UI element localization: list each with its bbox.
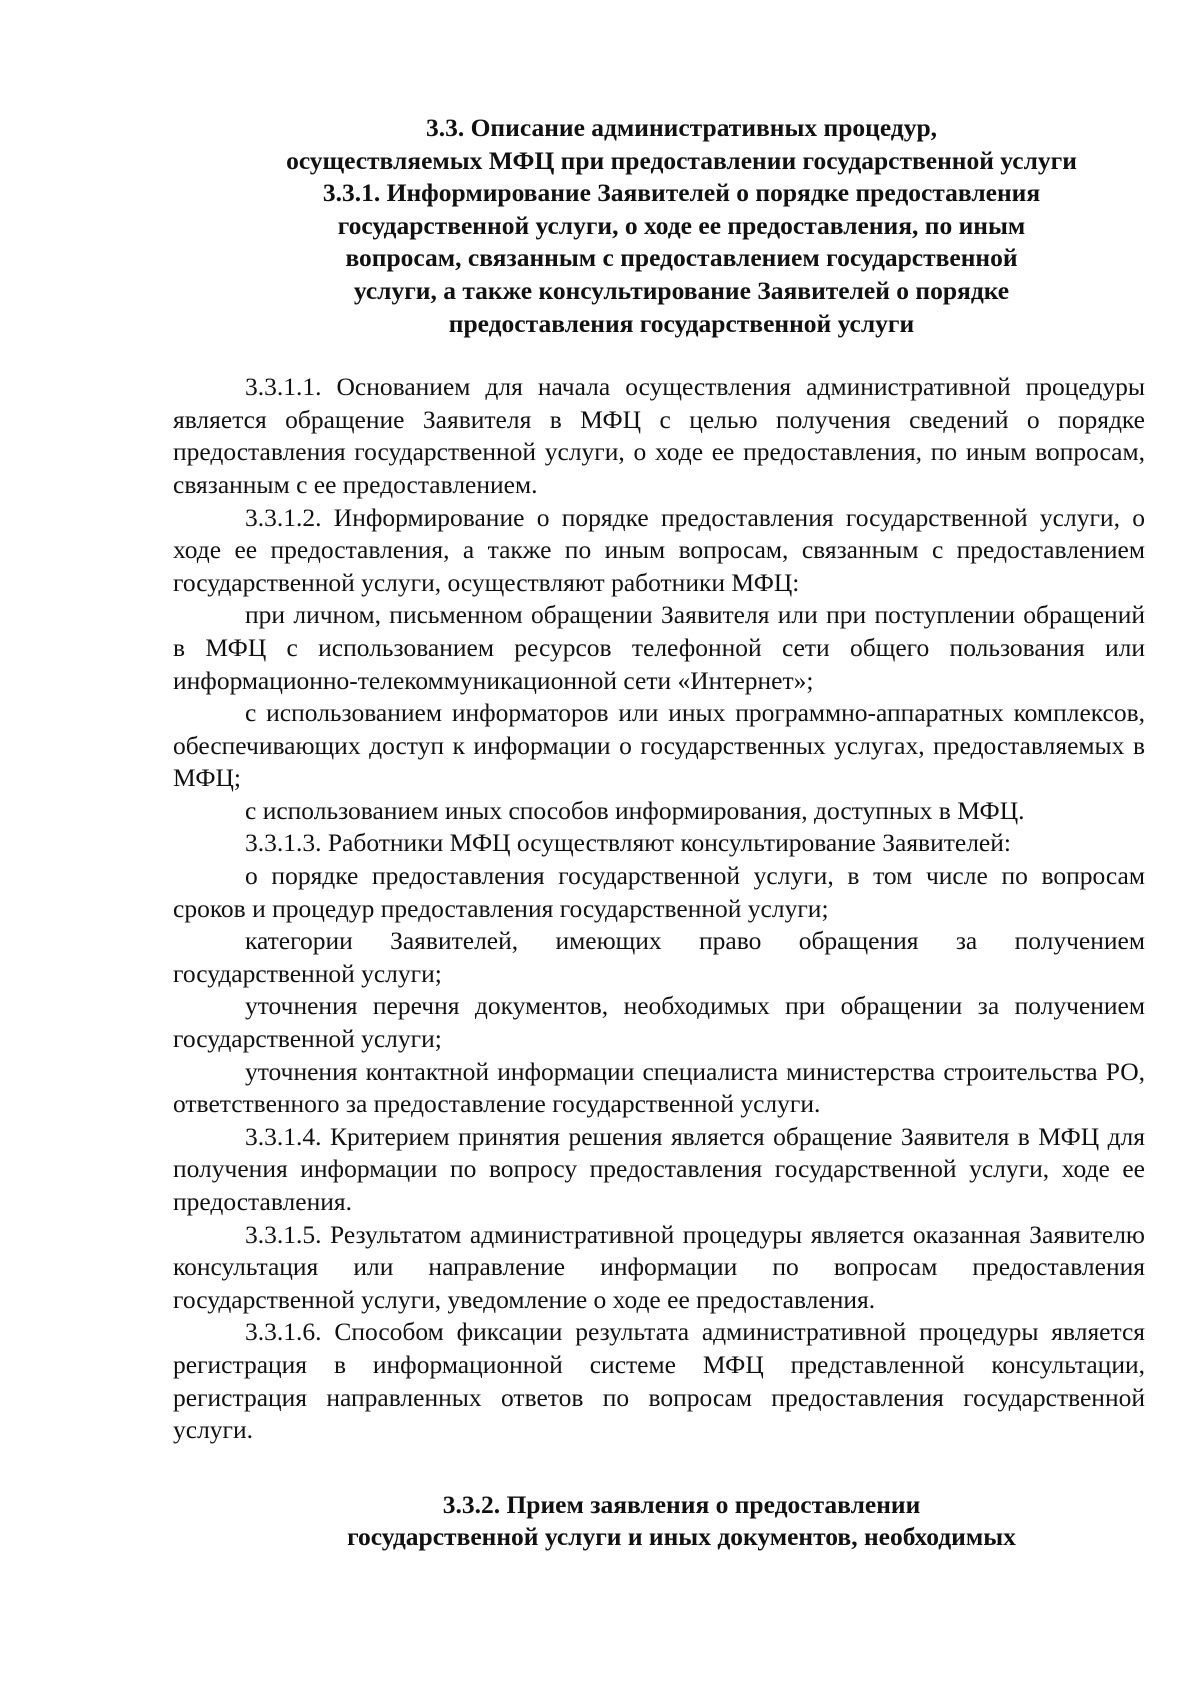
heading-line: государственной услуги, о ходе ее предоставления, по иным <box>337 210 1026 240</box>
heading-line: осуществляемых МФЦ при предоставлении государственной услуги <box>286 145 1077 175</box>
heading-line: вопросам, связанным с предоставлением государственной <box>345 243 1018 273</box>
paragraph-3-3-1-1: 3.3.1.1. Основанием для начала осуществления административной процедуры является обращение Заявителя в МФЦ с целью получения сведений о порядке предоставления государственной услуги, о ходе ее предоставления, по иным вопросам, связанным с ее предоставлением. <box>173 372 1145 499</box>
paragraph-list-item: уточнения контактной информации специалиста министерства строительства РО, ответственного за предоставление государственной услуги. <box>173 1056 1145 1119</box>
heading-line: услуги, а также консультирование Заявителей о порядке <box>353 275 1010 305</box>
paragraph-list-item: с использованием информаторов или иных программно-аппаратных комплексов, обеспечивающих доступ к информации о государственных услугах, предоставляемых в МФЦ; <box>173 698 1145 793</box>
heading-line: 3.3.1. Информирование Заявителей о порядке предоставления <box>322 178 1041 208</box>
paragraph-3-3-1-4: 3.3.1.4. Критерием принятия решения является обращение Заявителя в МФЦ для получения информации по вопросу предоставления государственной услуги, ходе ее предоставления. <box>173 1121 1145 1216</box>
document-body <box>173 371 1145 1447</box>
heading-line: государственной услуги и иных документов, необходимых <box>347 1522 1016 1552</box>
section-heading-3-3-2 <box>243 1489 1120 1554</box>
paragraph-list-item: с использованием иных способов информирования, доступных в МФЦ. <box>245 795 1025 825</box>
paragraph-3-3-1-3: 3.3.1.3. Работники МФЦ осуществляют консультирование Заявителей: <box>245 828 1011 858</box>
section-heading-3-3 <box>243 112 1120 340</box>
paragraph-3-3-1-2: 3.3.1.2. Информирование о порядке предоставления государственной услуги, о ходе ее предоставления, а также по иным вопросам, связанным с предоставлением государственной услуги, осуществляют работники МФЦ: <box>173 502 1145 597</box>
paragraph-3-3-1-5: 3.3.1.5. Результатом административной процедуры является оказанная Заявителю консультация или направление информации по вопросам предоставления государственной услуги, уведомление о ходе ее предоставления. <box>173 1219 1145 1314</box>
paragraph-list-item: при личном, письменном обращении Заявителя или при поступлении обращений в МФЦ с использованием ресурсов телефонной сети общего пользования или информационно-телекоммуникационной сети «Интернет»; <box>173 600 1145 695</box>
paragraph-3-3-1-6: 3.3.1.6. Способом фиксации результата административной процедуры является регистрация в информационной системе МФЦ представленной консультации, регистрация направленных ответов по вопросам предоставления государственной услуги. <box>173 1317 1145 1445</box>
heading-line: предоставления государственной услуги <box>448 308 915 338</box>
paragraph-list-item: уточнения перечня документов, необходимых при обращении за получением государственной услуги; <box>173 991 1145 1054</box>
paragraph-list-item: о порядке предоставления государственной услуги, в том числе по вопросам сроков и процедур предоставления государственной услуги; <box>173 861 1145 923</box>
heading-line: 3.3.2. Прием заявления о предоставлении <box>442 1489 921 1519</box>
heading-line: 3.3. Описание административных процедур, <box>425 113 938 142</box>
paragraph-list-item: категории Заявителей, имеющих право обращения за получением государственной услуги; <box>173 926 1145 988</box>
